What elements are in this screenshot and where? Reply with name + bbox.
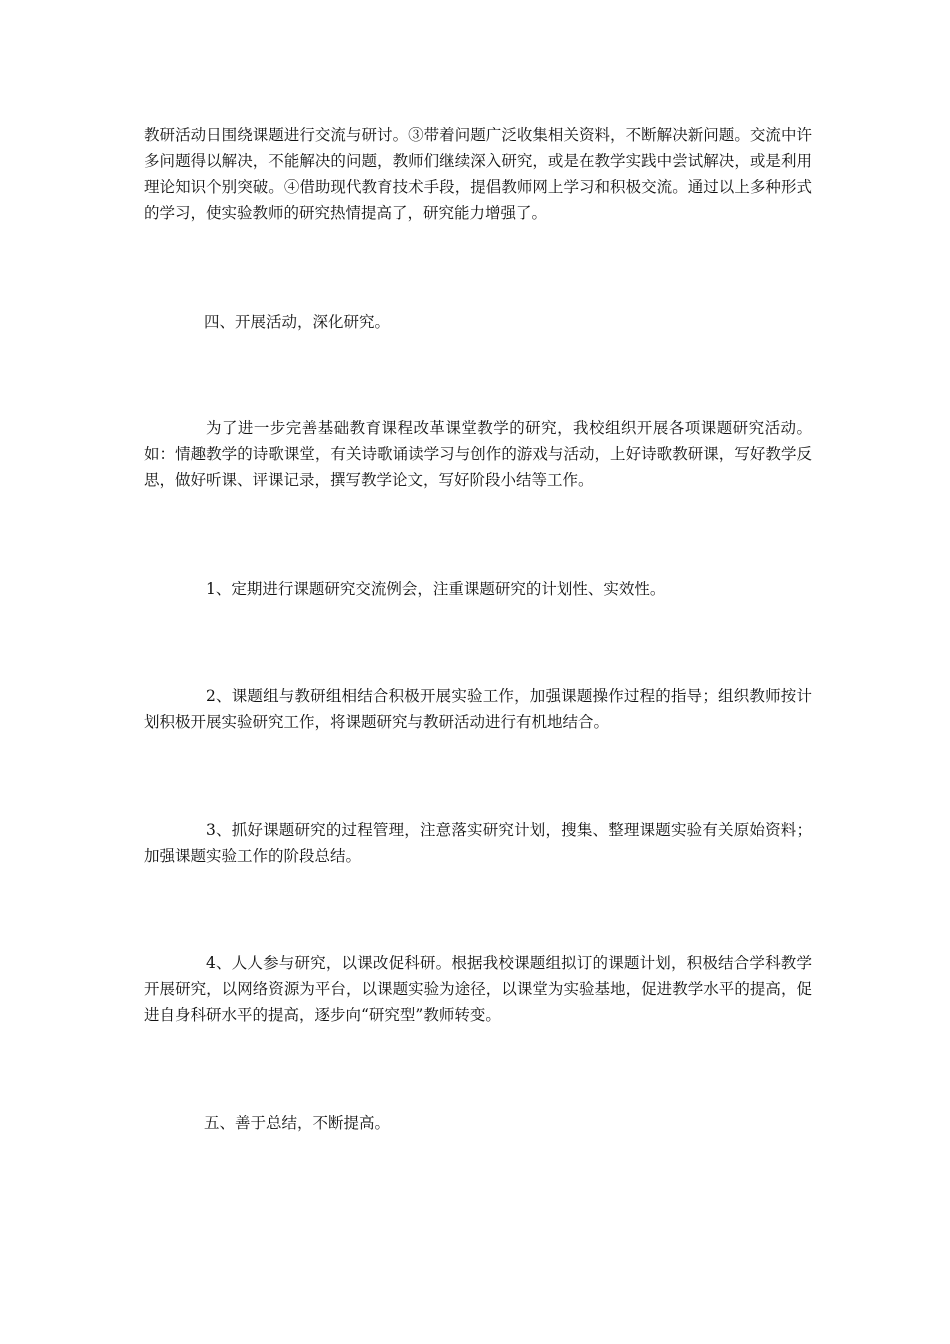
list-item-1: 1、定期进行课题研究交流例会，注重课题研究的计划性、实效性。: [206, 580, 666, 598]
list-item-4: 4、人人参与研究，以课改促科研。根据我校课题组拟订的课题计划，积极结合学科教学开展研究，以网络资源为平台，以课题实验为途径，以课堂为实验基地，促进教学水平的提高，促进自身科研水平的提高，逐步向“研究型”教师转变。: [144, 954, 812, 1024]
list-item-2: 2、课题组与教研组相结合积极开展实验工作，加强课题操作过程的指导；组织教师按计划积极开展实验研究工作，将课题研究与教研活动进行有机地结合。: [144, 687, 812, 731]
list-item-3: 3、抓好课题研究的过程管理，注意落实研究计划，搜集、整理课题实验有关原始资料；加强课题实验工作的阶段总结。: [144, 821, 812, 865]
section-heading-five: 五、善于总结，不断提高。: [204, 1114, 391, 1132]
paragraph-study-forms: 教研活动日围绕课题进行交流与研讨。③带着问题广泛收集相关资料，不断解决新问题。交流中许多问题得以解决，不能解决的问题，教师们继续深入研究，或是在教学实践中尝试解决，或是利用理论知识个别突破。④借助现代教育技术手段，提倡教师网上学习和积极交流。通过以上多种形式的学习，使实验教师的研究热情提高了，研究能力增强了。: [144, 126, 812, 222]
section-heading-four: 四、开展活动，深化研究。: [204, 313, 391, 331]
paragraph-activities: 为了进一步完善基础教育课程改革课堂教学的研究，我校组织开展各项课题研究活动。如：情趣教学的诗歌课堂，有关诗歌诵读学习与创作的游戏与活动，上好诗歌教研课，写好教学反思，做好听课、评课记录，撰写教学论文，写好阶段小结等工作。: [144, 419, 812, 489]
